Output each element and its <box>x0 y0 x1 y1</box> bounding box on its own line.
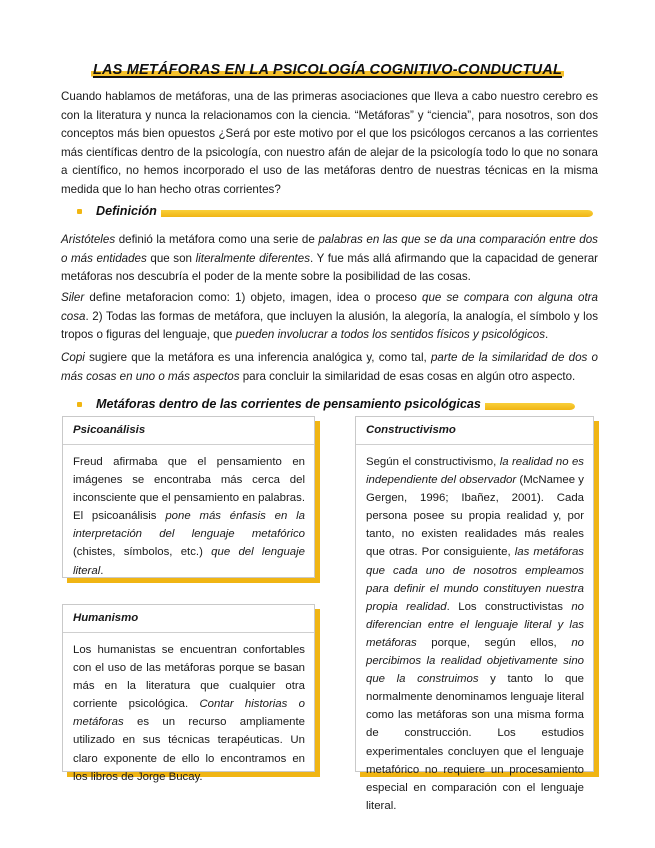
text-run: . <box>100 564 104 577</box>
text-run: . 2) Todas las formas de metáfora, que incluyen la alusión, la alegoría, la analogía, el símbolo y los tropos o figuras del lenguaje, que <box>61 309 598 342</box>
bullet-icon <box>77 402 82 407</box>
text-run: . Los constructivistas <box>446 600 572 613</box>
text-run: Los humanistas se encuentran confortables con el uso de las metáforas porque se basan más en la literatura que cualquier otra corriente psicológica. <box>73 644 305 711</box>
box-psicoanalisis <box>62 416 315 578</box>
text-run: Freud afirmaba que el pensamiento en imágenes se encontraba más cerca del inconsciente que el pensamiento en palabras. El psicoanálisis <box>73 456 305 523</box>
text-run: . <box>545 328 549 342</box>
section-title: Definición <box>96 204 157 218</box>
text-run: es un recurso ampliamente utilizado en sus técnicas terapéuticas. Un claro exponente de ello lo encontramos en los libros de Jorge Bucay. <box>73 716 305 783</box>
italic-run: no diferencian entre el lenguaje literal y las metáforas <box>366 600 585 649</box>
italic-run: la realidad no es independiente del observador <box>366 456 585 487</box>
box-constructivismo <box>355 416 594 812</box>
text-run: porque, según ellos, <box>416 636 572 649</box>
italic-run: no percibimos la realidad objetivamente sino que la construimos <box>366 636 584 686</box>
text-run: para concluir la similaridad de esas cosas en algún otro aspecto. <box>239 369 576 383</box>
definition-paragraph-aristoteles <box>61 231 598 287</box>
bullet-icon <box>77 209 82 214</box>
italic-run: palabras en las que se da una comparación entre dos o más entidades <box>61 233 598 265</box>
box-title: Psicoanálisis <box>63 423 314 445</box>
text-run: define metaforacion como: 1) objeto, imagen, idea o proceso <box>84 291 422 304</box>
title-text: LAS METÁFORAS EN LA PSICOLOGÍA COGNITIVO-CONDUCTUAL <box>92 62 563 78</box>
definition-paragraph-copi <box>61 349 598 386</box>
italic-run: que del lenguaje literal <box>73 546 305 577</box>
box-text <box>73 453 305 580</box>
text-run: que son <box>146 251 196 265</box>
document-title <box>0 62 655 78</box>
definition-paragraph-siler <box>61 289 598 345</box>
box-title: Humanismo <box>63 611 314 633</box>
author-name: Siler <box>61 291 85 304</box>
box-humanismo <box>62 604 315 783</box>
italic-run: pueden involucrar a todos los sentidos físicos y psicológicos <box>235 328 546 342</box>
text-run: y tanto lo que normalmente denominamos lenguaje literal como las metáforas son una misma forma de construcción. Los estudios experimentales concluyen que el lenguaje metafórico no requiere un procesamiento especial en comparación con el lenguaje literal. <box>366 673 584 812</box>
brush-underline <box>161 210 593 217</box>
author-name: Aristóteles <box>61 233 116 246</box>
italic-run: Contar historias o metáforas <box>73 698 305 729</box>
italic-run: parte de la similaridad de dos o más cosas en uno o más aspectos <box>61 351 599 383</box>
box-text <box>366 453 584 815</box>
intro-paragraph: Cuando hablamos de metáforas, una de las primeras asociaciones que lleva a cabo nuestro cerebro es con la literatura y nunca la relacionamos con la ciencia. “Metáforas” y “ciencia”, para nosotros, son dos conceptos más bien opuestos ¿Será por este motivo por el que los psicólogos cercanos a las corrientes más científicas dentro de la psicología, con nuestro afán de alejar de la psicología todo lo que no sonara a científico, no hemos incorporado el uso de las metáforas dentro de nuestras técnicas en la misma medida que lo han hecho otras corrientes? <box>61 90 598 196</box>
italic-run: pone más énfasis en la interpretación del lenguaje metafórico <box>73 510 305 541</box>
italic-run: las metáforas que cada uno de nosotros empleamos para definir el mundo constituyen nuestra propia realidad <box>366 546 584 613</box>
text-run: sugiere que la metáfora es una inferencia analógica y, como tal, <box>84 351 431 364</box>
italic-run: literalmente diferentes <box>195 251 310 265</box>
text-run: . Y fue más allá afirmando que la capacidad de generar metáforas nos descubría el poder de la mente sobre la posibilidad de las cosas. <box>61 251 599 284</box>
text-run: definió la metáfora como una serie de <box>115 233 319 246</box>
author-name: Copi <box>61 351 85 364</box>
brush-underline <box>485 403 575 410</box>
section-heading-corrientes <box>77 394 575 414</box>
italic-run: que se compara con alguna otra cosa <box>61 291 598 323</box>
box-title: Constructivismo <box>356 423 593 445</box>
section-heading-definicion <box>77 201 593 221</box>
box-text <box>73 641 305 786</box>
text-run: (chistes, símbolos, etc.) <box>73 546 212 559</box>
text-run: (McNamee y Gergen, 1996; Ibañez, 2001). Cada persona posee su propia realidad y, por tanto, no existen realidades más reales que otras. Por consiguiente, <box>366 474 584 559</box>
text-run: Según el constructivismo, <box>366 456 500 468</box>
section-title: Metáforas dentro de las corrientes de pensamiento psicológicas <box>96 397 481 411</box>
